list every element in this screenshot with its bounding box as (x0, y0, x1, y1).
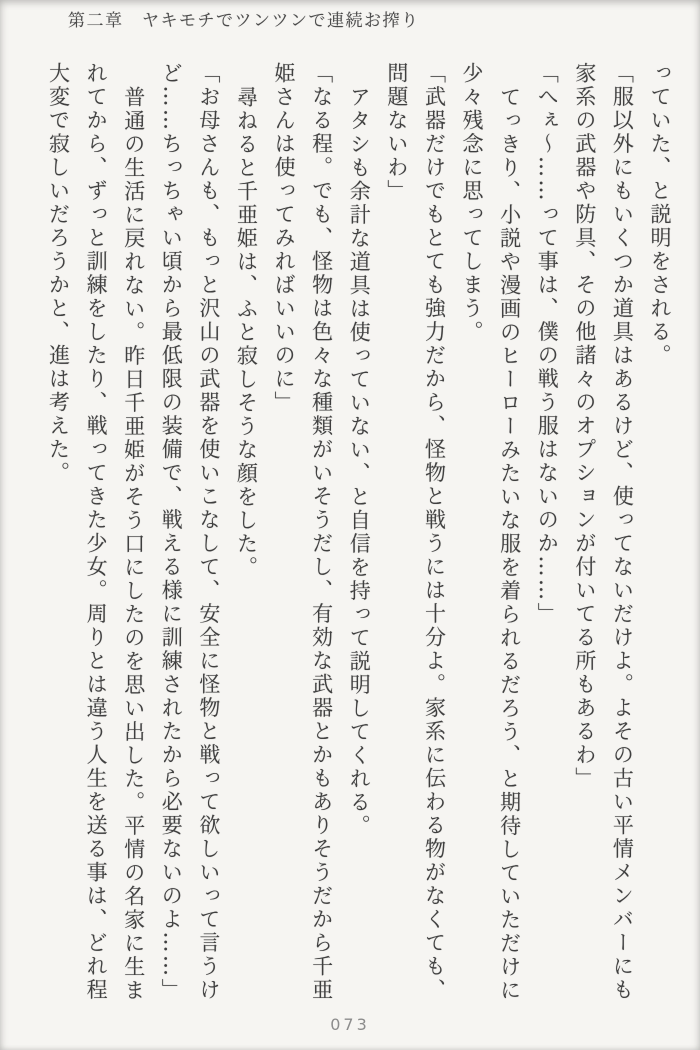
body-text (36, 62, 678, 1004)
paragraph: 「武器だけでもとても強力だから、怪物と戦うには十分よ。家系に伝わる物がなくても、問題ないわ」 (384, 62, 447, 1002)
paragraph: 「へぇ～……って事は、僕の戦う服はないのか……」 (535, 62, 560, 626)
chapter-header: 第二章 ヤキモチでツンツンで連続お搾り (68, 11, 420, 31)
page-number: 073 (330, 1015, 370, 1034)
paragraph: 「お母さんも、もっと沢山の武器を使いこなして、安全に怪物と戦って欲しいって言うけど……ちっちゃい頃から最低限の装備で、戦える様に訓練されたから必要ないのよ……」 (159, 62, 221, 1002)
paragraph: てっきり、小説や漫画のヒーローみたいな服を着られるだろう、と期待していただけに少々残念に思ってしまう。 (460, 62, 522, 1002)
paragraph: 尋ねると千亜姫は、ふと寂しそうな顔をした。 (234, 85, 259, 579)
paragraph: 普通の生活に戻れない。昨日千亜姫がそう口にしたのを思い出した。平情の名家に生まれてから、ずっと訓練をしたり、戦ってきた少女。周りとは違う人生を送る事は、どれ程大変で寂しいだろうかと、進は考えた。 (46, 62, 146, 1002)
paragraph: っていた、と説明をされる。 (648, 62, 672, 368)
paragraph: アタシも余計な道具は使っていない、と自信を持って説明してくれる。 (347, 85, 372, 838)
paragraph: 「服以外にもいくつか道具はあるけど、使ってないだけよ。よその古い平情メンバーにも家系の武器や防具、その他諸々のオプションが付いてる所もあるわ」 (572, 62, 635, 1002)
paragraph: 「なる程。でも、怪物は色々な種類がいそうだし、有効な武器とかもありそうだから千亜姫さんは使ってみればいいのに」 (272, 62, 334, 1002)
